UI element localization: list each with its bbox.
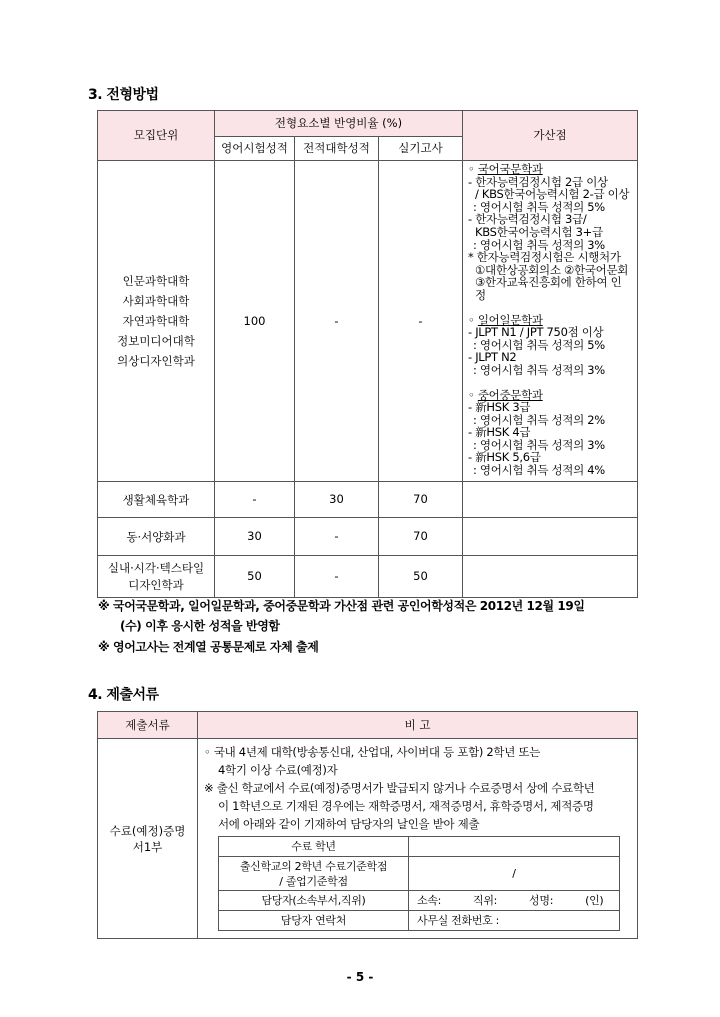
bonus-chinese-title: 중어중문학과 [477,387,543,402]
doc-cell [98,739,198,939]
remark-line: 서에 아래와 같이 기재하여 담당자의 날인을 받아 제출 [218,817,480,831]
bonus-line: - 한자능력검정시험 2급 이상 [468,174,608,189]
practical-ratio: 70 [379,482,463,518]
header-remarks: 비 고 [198,712,638,739]
unit-name: 디자인학과 [128,577,184,592]
bonus-japanese-title: 일어일문학과 [477,312,543,327]
header-transcript: 전적대학성적 [295,137,379,161]
page-number: - 5 - [346,970,374,984]
unit-cell: 동·서양화과 [98,518,215,556]
unit-name: 인문과학대학 [122,274,190,288]
unit-cell [98,161,215,482]
form-credits-label-line: / 졸업기준학점 [279,874,348,888]
bonus-line: KBS한국어능력시험 3+급 [475,224,603,239]
header-bonus: 가산점 [463,111,638,161]
bonus-empty [463,482,638,518]
note-bonus-scores [98,596,585,636]
bonus-cell: ◦ 국어국문학과 - 한자능력검정시험 2급 이상 / KBS한국어능력시험 2-급 이상 : 영어시험 취득 성적의 5% - 한자능력검정시험 3급/ KBS한국어능력시험 3+급 : 영어시험 취득 성적의 3% * 한자능력검정시험은 시행처가 ①대한상공회의소 ②한국어문회 ③한자교육진흥회에 한하여 인 정 ◦ 일어일문학과 - JLPT N1 / JPT 750점 이상 : 영어시험 취득 성적의 5% - JLPT N2 : 영어시험 취득 성적의 3% ◦ 중어중문학과 - 新HSK 3급 : 영어시험 취득 성적의 2% - 新HSK 4급 : 영어시험 취득 성적의 3% - 新HSK 5,6급 : 영어시험 취득 성적의 4% [463,161,638,482]
header-ratio: 전형요소별 반영비율 (%) [215,111,463,137]
header-practical: 실기고사 [379,137,463,161]
bonus-empty [463,518,638,556]
form-credits-label [219,857,409,891]
header-english: 영어시험성적 [215,137,295,161]
selection-method-table [97,110,638,598]
unit-name: 자연과학대학 [122,314,190,328]
bonus-line: : 영어시험 취득 성적의 3% [473,362,605,377]
unit-name: 의상디자인학과 [117,354,195,368]
form-staff-label: 담당자(소속부서,직위) [219,891,409,911]
transcript-ratio: - [295,161,379,482]
bonus-line: - 한자능력검정시험 3급/ [468,212,587,227]
documents-table [97,711,638,939]
transcript-ratio: - [295,556,379,598]
doc-name: 수료(예정)증명 [109,823,186,838]
form-contact-value: 사무실 전화번호 : [409,911,620,931]
table-row [98,161,638,482]
remark-line: ※ 출신 학교에서 수료(예정)증명서가 발급되지 않거나 수료증명서 상에 수료학년 [204,781,595,795]
section-3-title: 3. 전형방법 [88,87,159,103]
bonus-line: ③한자교육진흥회에 한하여 인 [475,275,622,290]
unit-name: 사회과학대학 [122,294,190,308]
table-row [98,739,638,939]
bonus-line: ①대한상공회의소 ②한국어문회 [475,262,629,277]
bonus-line: : 영어시험 취득 성적의 5% [473,199,605,214]
table-row [98,556,638,598]
section-4-title: 4. 제출서류 [88,687,159,703]
form-credits-value: / [409,857,620,891]
practical-ratio: 70 [379,518,463,556]
form-contact-label: 담당자 연락처 [219,911,409,931]
english-ratio: 100 [215,161,295,482]
note-english-exam: ※ 영어고사는 전계열 공통문제로 자체 출제 [98,640,319,654]
header-doc: 제출서류 [98,712,198,739]
note-line: ※ 국어국문학과, 일어일문학과, 중어중문학과 가산점 관련 공인어학성적은 2012년 12월 19일 [98,599,585,613]
form-grade-value [409,837,620,857]
bonus-line: : 영어시험 취득 성적의 3% [473,437,605,452]
note-line: (수) 이후 응시한 성적을 반영함 [120,619,280,633]
english-ratio: 50 [215,556,295,598]
practical-ratio: - [379,161,463,482]
header-unit: 모집단위 [98,111,215,161]
bonus-korean-title: 국어국문학과 [477,162,543,176]
transcript-ratio: - [295,518,379,556]
bonus-line: / KBS한국어능력시험 2-급 이상 [475,187,630,202]
unit-name: 정보미디어대학 [117,334,195,348]
bonus-line: * 한자능력검정시험은 시행처가 [468,250,621,265]
table-row [98,482,638,518]
bonus-line: : 영어시험 취득 성적의 4% [473,463,605,478]
transcript-ratio: 30 [295,482,379,518]
bonus-empty [463,556,638,598]
remark-line: 4학기 이상 수료(예정)자 [218,763,338,777]
remark-line: 이 1학년으로 기재된 경우에는 재학증명서, 재적증명서, 휴학증명서, 제적증명 [218,799,594,813]
bonus-line: - 新HSK 3급 [468,400,531,415]
unit-cell [98,556,215,598]
bonus-line: - JLPT N2 [468,350,517,365]
form-grade-label: 수료 학년 [219,837,409,857]
english-ratio: - [215,482,295,518]
unit-cell: 생활체육학과 [98,482,215,518]
bonus-line: 정 [475,287,486,302]
remarks-cell [198,739,638,939]
remark-line: ◦ 국내 4년제 대학(방송통신대, 산업대, 사이버대 등 포함) 2학년 또는 [204,745,541,759]
doc-name: 서1부 [132,839,163,854]
bonus-line: - 新HSK 5,6급 [468,450,541,465]
form-staff-value: 소속: 직위: 성명: (인) [409,891,620,911]
bonus-line: : 영어시험 취득 성적의 5% [473,337,605,352]
english-ratio: 30 [215,518,295,556]
practical-ratio: 50 [379,556,463,598]
bonus-line: : 영어시험 취득 성적의 3% [473,237,605,252]
table-row [98,518,638,556]
form-credits-label-line: 출신학교의 2학년 수료기준학점 [239,859,388,873]
confirmation-form-table [218,836,620,931]
bonus-line: - 新HSK 4급 [468,425,531,440]
bonus-line: : 영어시험 취득 성적의 2% [473,412,605,427]
unit-name: 실내·시각·텍스타일 [107,560,205,575]
bonus-line: - JLPT N1 / JPT 750점 이상 [468,325,604,340]
